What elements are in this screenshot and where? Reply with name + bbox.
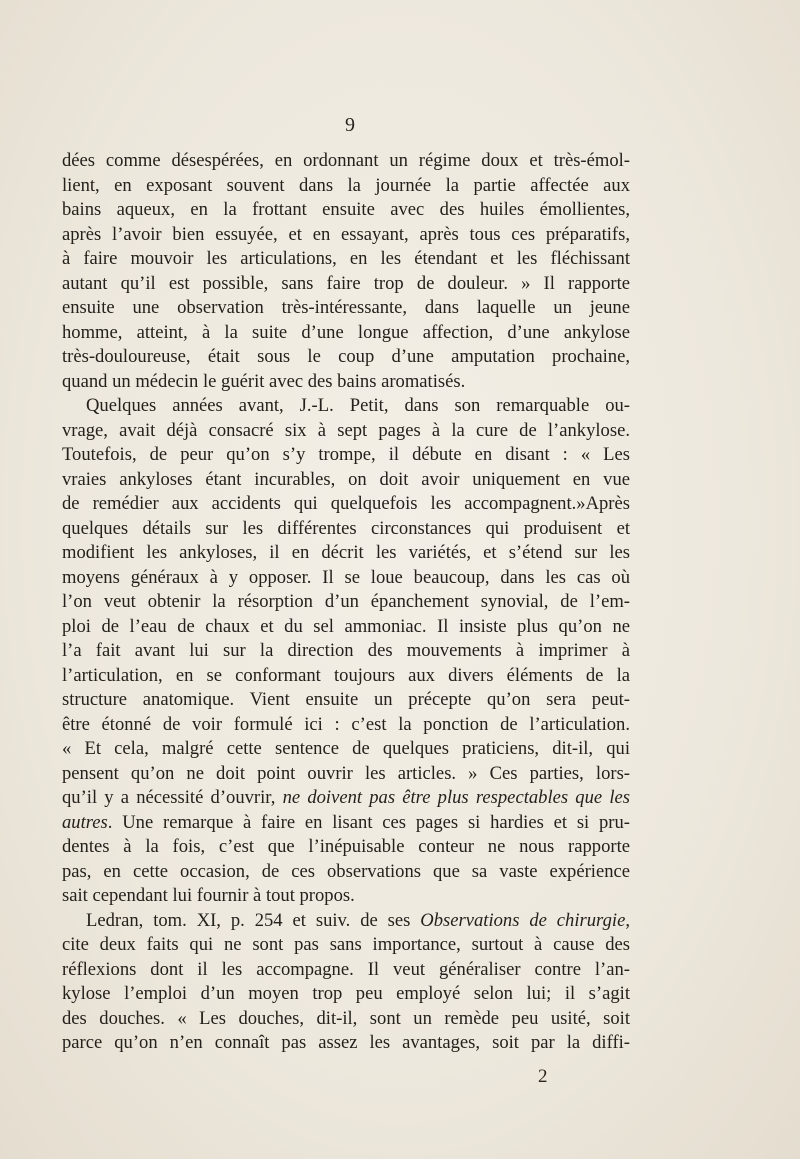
text-line: sait cependant lui fournir à tout propos. — [62, 885, 355, 906]
text-line: autres. Une remarque à faire en lisant ces pages si hardies et si pru- — [62, 811, 630, 833]
text-line: bains aqueux, en la frottant ensuite avec des huiles émollientes, — [62, 199, 630, 220]
text-line: pensent qu’on ne doit point ouvrir les articles. » Ces parties, lors- — [62, 762, 630, 784]
italic-quote: autres — [62, 811, 108, 833]
page-number: 9 — [345, 114, 355, 136]
text-line: cite deux faits qui ne sont pas sans importance, surtout à cause des — [62, 934, 630, 955]
text-line: vrage, avait déjà consacré six à sept pages à la cure de l’ankylose. — [62, 419, 630, 441]
text-line: homme, atteint, à la suite d’une longue affection, d’une ankylose — [62, 321, 630, 343]
body-text — [62, 149, 630, 1056]
text-line: être étonné de voir formulé ici : c’est la ponction de l’articulation. — [62, 713, 630, 735]
signature-mark: 2 — [538, 1066, 548, 1087]
text-line: structure anatomique. Vient ensuite un précepte qu’on sera peut- — [62, 689, 630, 710]
text-line: réflexions dont il les accompagne. Il veut généraliser contre l’an- — [62, 958, 630, 980]
text-line: Quelques années avant, J.-L. Petit, dans son remarquable ou- — [86, 395, 630, 416]
text-line: qu’il y a nécessité d’ouvrir, ne doivent pas être plus respectables que les — [62, 787, 630, 808]
text-line: vraies ankyloses étant incurables, on doit avoir uniquement en vue — [62, 468, 630, 490]
text-line: l’on veut obtenir la résorption d’un épanchement synovial, de l’em- — [62, 591, 630, 612]
text-line: modifient les ankyloses, il en décrit les variétés, et s’étend sur les — [62, 542, 630, 563]
text-line: Toutefois, de peur qu’on s’y trompe, il débute en disant : « Les — [62, 444, 630, 465]
text-line: à faire mouvoir les articulations, en les étendant et les fléchissant — [62, 248, 630, 269]
text-line: de remédier aux accidents qui quelquefois les accompagnent.»Après — [62, 493, 630, 514]
text-line: quand un médecin le guérit avec des bains aromatisés. — [62, 370, 466, 392]
text-line: lient, en exposant souvent dans la journée la partie affectée aux — [62, 174, 630, 196]
text-line: pas, en cette occasion, de ces observations que sa vaste expérience — [62, 860, 630, 882]
text-line: l’articulation, en se conformant toujours aux divers éléments de la — [62, 664, 630, 686]
text-line: après l’avoir bien essuyée, et en essayant, après tous ces préparatifs, — [62, 223, 630, 245]
text-line: autant qu’il est possible, sans faire trop de douleur. » Il rapporte — [62, 272, 630, 294]
italic-quote: ne doivent pas être plus respectables que les — [282, 787, 630, 808]
text-line: l’a fait avant lui sur la direction des mouvements à imprimer à — [62, 640, 630, 661]
text-line: des douches. « Les douches, dit-il, sont un remède peu usité, soit — [62, 1007, 630, 1029]
text-line: ploi de l’eau de chaux et du sel ammoniac. Il insiste plus qu’on ne — [62, 615, 630, 637]
text-line: moyens généraux à y opposer. Il se loue beaucoup, dans les cas où — [62, 566, 630, 588]
text-line: parce qu’on n’en connaît pas assez les avantages, soit par la diffi- — [62, 1032, 630, 1053]
text-line: Ledran, tom. XI, p. 254 et suiv. de ses Observations de chirurgie, — [86, 909, 630, 931]
text-line: ensuite une observation très-intéressante, dans laquelle un jeune — [62, 297, 630, 318]
text-line: « Et cela, malgré cette sentence de quelques praticiens, dit-il, qui — [62, 738, 630, 759]
text-line: dentes à la fois, c’est que l’inépuisable conteur ne nous rapporte — [62, 836, 630, 857]
italic-title: Observations de chirurgie — [420, 909, 626, 931]
text-line: kylose l’emploi d’un moyen trop peu employé selon lui; il s’agit — [62, 983, 630, 1004]
text-line: quelques détails sur les différentes circonstances qui produisent et — [62, 517, 630, 539]
text-line: très-douloureuse, était sous le coup d’une amputation prochaine, — [62, 346, 630, 367]
text-line: dées comme désespérées, en ordonnant un régime doux et très-émol- — [62, 150, 630, 171]
